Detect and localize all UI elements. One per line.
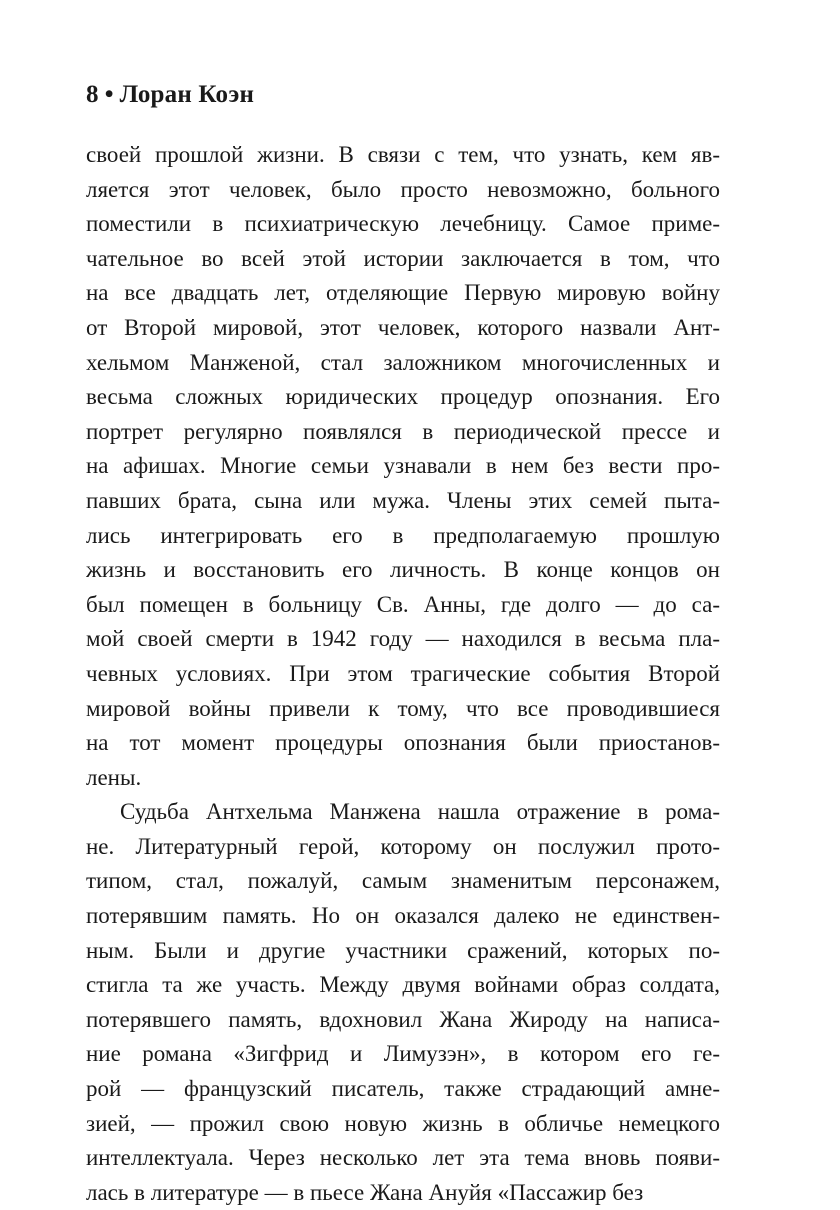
text-line: своей прошлой жизни. В связи с тем, что узнать, кем яв-: [86, 142, 720, 167]
text-line: лась в литературе — в пьесе Жана Ануйя «Пассажир без: [86, 1179, 644, 1205]
text-line: портрет регулярно появлялся в периодической прессе и: [86, 418, 720, 444]
text-line: лись интегрировать его в предполагаемую прошлую: [86, 522, 720, 548]
text-line: на тот момент процедуры опознания были приостанов-: [86, 730, 720, 756]
text-line: Судьба Антхельма Манжена нашла отражение в рома-: [120, 799, 720, 825]
running-head: [86, 78, 720, 112]
text-line: чевных условиях. При этом трагические события Второй: [86, 660, 720, 686]
text-line: чательное во всей этой истории заключается в том, что: [86, 245, 720, 271]
text-line: на афишах. Многие семьи узнавали в нем без вести про-: [86, 453, 720, 479]
book-page: [86, 78, 720, 1210]
text-line: павших брата, сына или мужа. Члены этих семей пыта-: [86, 487, 720, 513]
text-line: рой — французский писатель, также страдающий амне-: [86, 1076, 720, 1102]
paragraph: [86, 138, 720, 795]
text-line: потерявшего память, вдохновил Жана Жироду на написа-: [86, 1006, 720, 1032]
text-line: ляется этот человек, было просто невозможно, больного: [86, 176, 720, 202]
text-line: ние романа «Зигфрид и Лимузэн», в котором его ге-: [86, 1041, 720, 1067]
page-number: 8: [86, 81, 99, 108]
header-separator: •: [104, 81, 114, 108]
text-line: лены.: [86, 764, 142, 790]
text-line: типом, стал, пожалуй, самым знаменитым персонажем,: [86, 868, 720, 894]
text-line: потерявшим память. Но он оказался далеко не единствен-: [86, 903, 720, 929]
body-text: [86, 138, 720, 1210]
paragraph: [86, 795, 720, 1210]
text-line: на все двадцать лет, отделяющие Первую мировую войну: [86, 280, 720, 306]
text-line: стигла та же участь. Между двумя войнами образ солдата,: [86, 972, 720, 998]
text-line: мировой войны привели к тому, что все проводившиеся: [86, 695, 720, 721]
text-line: поместили в психиатрическую лечебницу. Самое приме-: [86, 211, 720, 237]
text-line: от Второй мировой, этот человек, которого назвали Ант-: [86, 314, 720, 340]
text-line: был помещен в больницу Св. Анны, где долго — до са-: [86, 591, 720, 617]
text-line: мой своей смерти в 1942 году — находился в весьма пла-: [86, 626, 720, 652]
text-line: не. Литературный герой, которому он послужил прото-: [86, 833, 720, 859]
text-line: жизнь и восстановить его личность. В конце концов он: [86, 557, 720, 583]
text-line: весьма сложных юридических процедур опознания. Его: [86, 384, 720, 410]
author-name: Лоран Коэн: [119, 81, 255, 108]
text-line: интеллектуала. Через несколько лет эта тема вновь появи-: [86, 1145, 720, 1171]
text-line: ным. Были и другие участники сражений, которых по-: [86, 937, 720, 963]
text-line: хельмом Манженой, стал заложником многочисленных и: [86, 349, 720, 375]
text-line: зией, — прожил свою новую жизнь в обличье немецкого: [86, 1110, 720, 1136]
